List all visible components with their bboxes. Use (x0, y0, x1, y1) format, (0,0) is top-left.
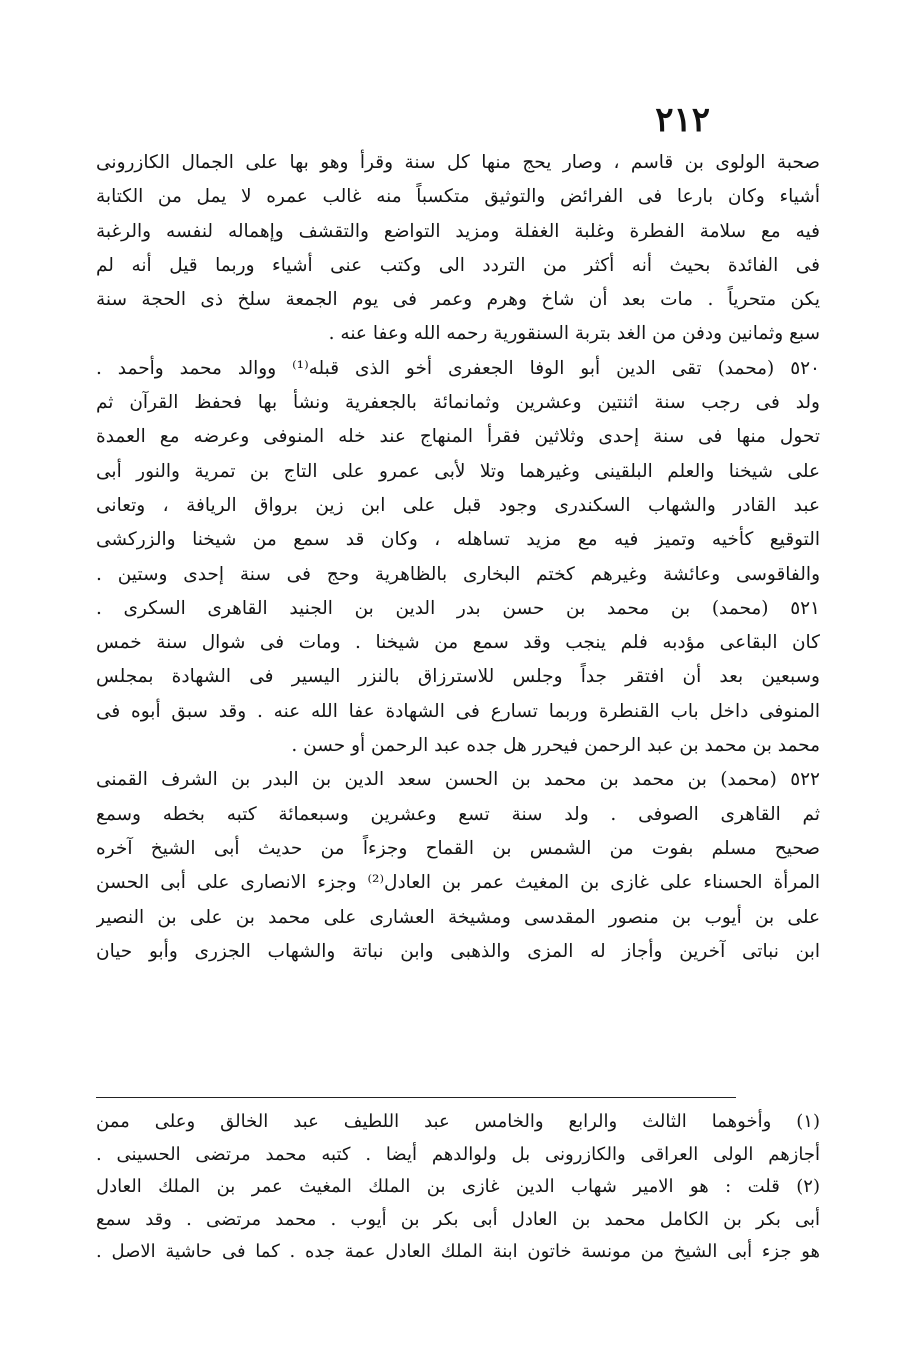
footnote-divider (96, 1097, 736, 1098)
text-line: التوقيع كأخيه وتميز فيه مع مزيد تساهله ، وكان قد سمع من شيخنا والزركشى (96, 529, 820, 551)
text-line: ابن نباتى آخرين وأجاز له المزى والذهبى وابن نباتة والشهاب الجزرى وأبو حيان (96, 940, 820, 962)
text-line: يكن متحرياً . مات بعد أن شاخ وهرم وعمر فى يوم الجمعة سلخ ذى الحجة سنة (96, 289, 820, 311)
text-line: صحبة الولوى بن قاسم ، وصار يحج منها كل سنة وقرأ وهو بها على الجمال الكازرونى (96, 152, 820, 173)
entry-heading-522: ٥٢٢ (محمد) بن محمد بن محمد بن الحسن سعد الدين بن البدر بن الشرف القمنى (96, 769, 820, 791)
footnote-line: أبى بكر بن الكامل محمد بن العادل أبى بكر بن أيوب . محمد مرتضى . وقد سمع (96, 1208, 820, 1230)
text-line: كان البقاعى مؤدبه فلم ينجب وقد سمع من شيخنا . ومات فى شوال سنة خمس (96, 632, 820, 654)
text-line: المنوفى داخل باب القنطرة وربما تسارع فى الشهادة عفا الله عنه . وقد سبق أبوه فى (96, 700, 820, 722)
page-number: ٢١٢ (655, 100, 710, 140)
text-line: على بن أيوب بن منصور المقدسى ومشيخة العشارى على محمد بن على بن النصير (96, 906, 820, 928)
text-line: سبع وثمانين ودفن من الغد بتربة السنقورية رحمه الله وعفا عنه . (328, 323, 820, 345)
text-line: أشياء وكان بارعا فى الفرائض والتوثيق متكسباً منه غالب عمره لا يمل من الكتابة (96, 186, 820, 208)
entry-heading-520: ٥٢٠ (محمد) تقى الدين أبو الوفا الجعفرى أخو الذى قبله⁽¹⁾ ووالد محمد وأحمد . (96, 357, 820, 379)
text-line: ولد فى رجب سنة اثنتين وعشرين وثمانمائة بالجعفرية ونشأ بها فحفظ القرآن ثم (96, 392, 820, 414)
footnote-line: (١) وأخوهما الثالث والرابع والخامس عبد اللطيف عبد الخالق وعلى ممن (96, 1111, 820, 1132)
entry-heading-521: ٥٢١ (محمد) بن محمد بن حسن بدر الدين بن الجنيد القاهرى السكرى . (96, 597, 820, 619)
footnotes (96, 1106, 820, 1269)
text-line: فيه مع سلامة الفطرة وغلبة الغفلة ومزيد التواضع والتقشف وإهماله لنفسه والرغبة (96, 220, 820, 242)
text-line: فى الفائدة بحيث أنه أكثر من التردد الى وكتب عنى أشياء وربما قيل أنه لم (96, 254, 820, 276)
footnote-line: (٢) قلت : هو الامير شهاب الدين غازى بن الملك المغيث عمر بن الملك العادل (96, 1176, 820, 1197)
footnote-line: هو جزء أبى الشيخ من مونسة خاتون ابنة الملك العادل عمة جده . كما فى حاشية الاصل . (96, 1241, 820, 1262)
footnote-line: أجازهم الولى العراقى والكازرونى بل ولوالدهم أيضا . كتبه محمد مرتضى الحسينى . (96, 1143, 820, 1165)
text-line: عبد القادر والشهاب السكندرى وجود قبل على ابن زين برواق الريافة ، وتعانى (96, 494, 820, 516)
text-line: محمد بن محمد بن عبد الرحمن فيحرر هل جده عبد الرحمن أو حسن . (291, 735, 820, 757)
text-line: صحيح مسلم بفوت من الشمس بن القماح وجزءاً من حديث أبى الشيخ آخره (96, 837, 820, 859)
text-line: المرأة الحسناء على غازى بن المغيث عمر بن العادل⁽²⁾ وجزء الانصارى على أبى الحسن (96, 872, 820, 894)
text-line: والفاقوسى وعائشة وغيرهم كختم البخارى بالظاهرية وحج فى سنة إحدى وستين . (96, 563, 820, 585)
text-line: ثم القاهرى الصوفى . ولد سنة تسع وعشرين وسبعمائة كتبه بخطه وسمع (96, 803, 820, 825)
text-line: وسبعين بعد أن افتقر جداً وجلس للاسترزاق بالنزر اليسير فى الشهادة بمجلس (96, 666, 820, 688)
text-line: على شيخنا والعلم البلقينى وغيرهما وتلا لأبى عمرو على التاج بن تمرية والنور أبى (96, 460, 820, 482)
text-line: تحول منها فى سنة إحدى وثلاثين فقرأ المنهاج عند خله المنوفى وعرضه مع العمدة (96, 426, 820, 448)
main-text (96, 146, 820, 969)
